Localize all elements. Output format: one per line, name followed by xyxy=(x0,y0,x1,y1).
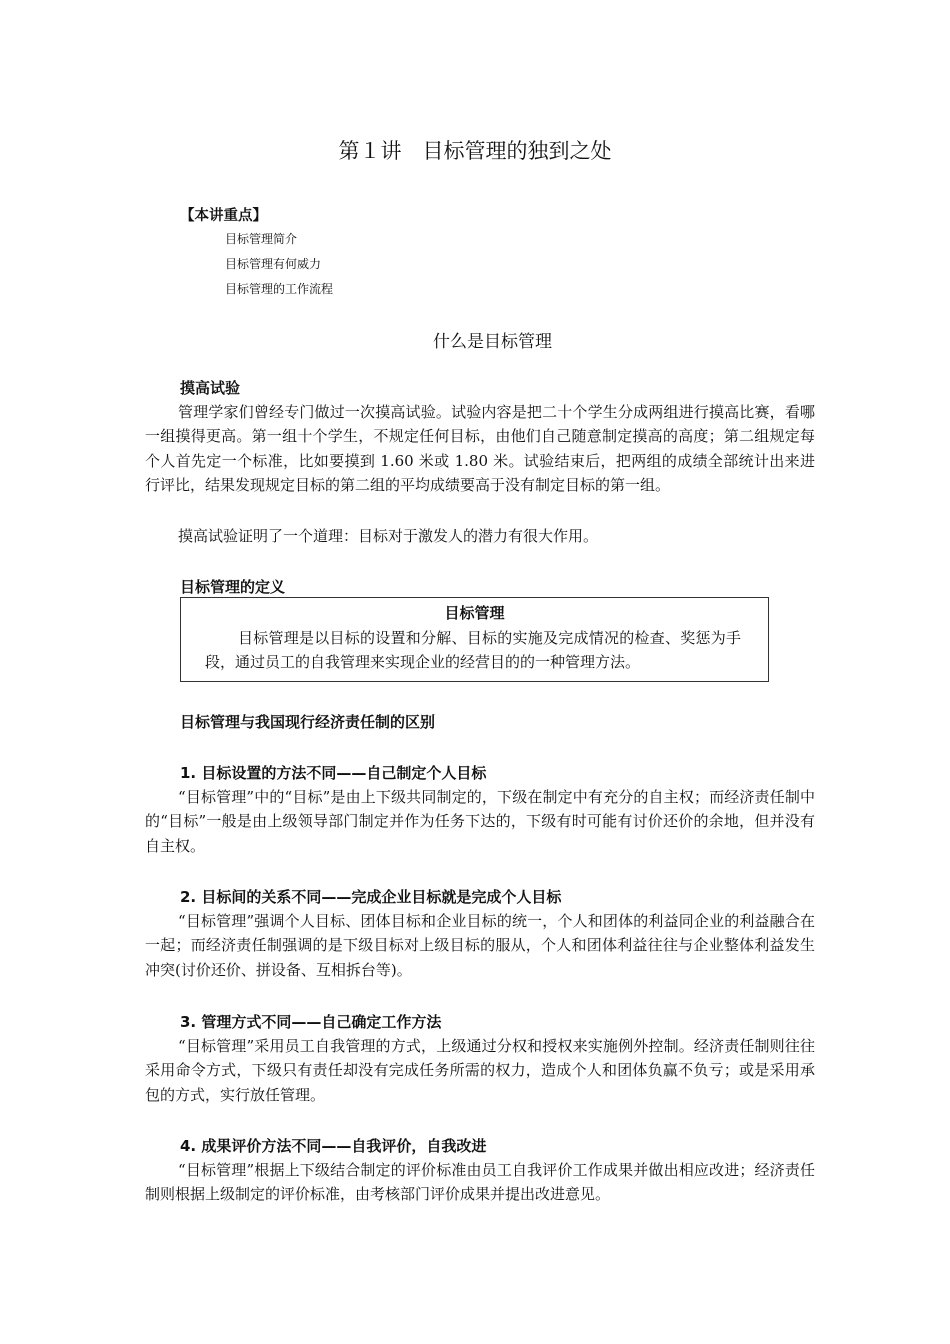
definition-box-text: 目标管理是以目标的设置和分解、目标的实施及完成情况的检查、奖惩为手段，通过员工的自我管理来实现企业的经营目的的一种管理方法。 xyxy=(205,629,741,671)
experiment-conclusion: 摸高试验证明了一个道理：目标对于激发人的潜力有很大作用。 xyxy=(178,527,599,545)
key-points-heading: 【本讲重点】 xyxy=(180,208,267,224)
experiment-paragraph: 管理学家们曾经专门做过一次摸高试验。试验内容是把二十个学生分成两组进行摸高比赛，看哪一组摸得更高。第一组十个学生，不规定任何目标，由他们自己随意制定摸高的高度；第二组规定每个人首先定一个标准，比如要摸到 1.60 米或 1.80 米。试验结束后，把两组的成绩全部统计出来进行评比，结果发现规定目标的第二组的平均成绩要高于没有制定目标的第一组。 xyxy=(145,403,815,494)
lecture-title: 第１讲 目标管理的独到之处 xyxy=(338,139,612,163)
difference-point-text: “目标管理”中的“目标”是由上下级共同制定的，下级在制定中有充分的自主权；而经济责任制中的“目标”一般是由上级领导部门制定并作为任务下达的，下级有时可能有讨价还价的余地，但并没有自主权。 xyxy=(145,788,815,855)
difference-point-text: “目标管理”根据上下级结合制定的评价标准由员工自我评价工作成果并做出相应改进；经济责任制则根据上级制定的评价标准，由考核部门评价成果并提出改进意见。 xyxy=(145,1161,815,1204)
difference-point-text: “目标管理”强调个人目标、团体目标和企业目标的统一，个人和团体的利益同企业的利益融合在一起；而经济责任制强调的是下级目标对上级目标的服从，个人和团体利益往往与企业整体利益发生冲突(讨价还价、拼设备、互相拆台等)。 xyxy=(145,912,815,979)
difference-point-title: 3. 管理方式不同——自己确定工作方法 xyxy=(180,1013,442,1031)
difference-point-text: “目标管理”采用员工自我管理的方式，上级通过分权和授权来实施例外控制。经济责任制则往往采用命令方式，下级只有责任却没有完成任务所需的权力，造成个人和团体负赢不负亏；或是采用承包的方式，实行放任管理。 xyxy=(145,1037,815,1104)
key-point-item: 目标管理的工作流程 xyxy=(225,282,334,296)
definition-heading: 目标管理的定义 xyxy=(180,578,286,596)
experiment-heading: 摸高试验 xyxy=(180,379,241,397)
difference-point-title: 2. 目标间的关系不同——完成企业目标就是完成个人目标 xyxy=(180,888,562,906)
definition-box-title: 目标管理 xyxy=(444,604,505,622)
difference-point-title: 1. 目标设置的方法不同——自己制定个人目标 xyxy=(180,764,487,782)
key-point-item: 目标管理简介 xyxy=(225,232,298,246)
definition-box xyxy=(180,597,769,682)
difference-point-title: 4. 成果评价方法不同——自我评价，自我改进 xyxy=(180,1137,487,1155)
difference-heading: 目标管理与我国现行经济责任制的区别 xyxy=(180,713,436,731)
key-point-item: 目标管理有何威力 xyxy=(225,257,322,271)
section-title: 什么是目标管理 xyxy=(433,332,552,352)
